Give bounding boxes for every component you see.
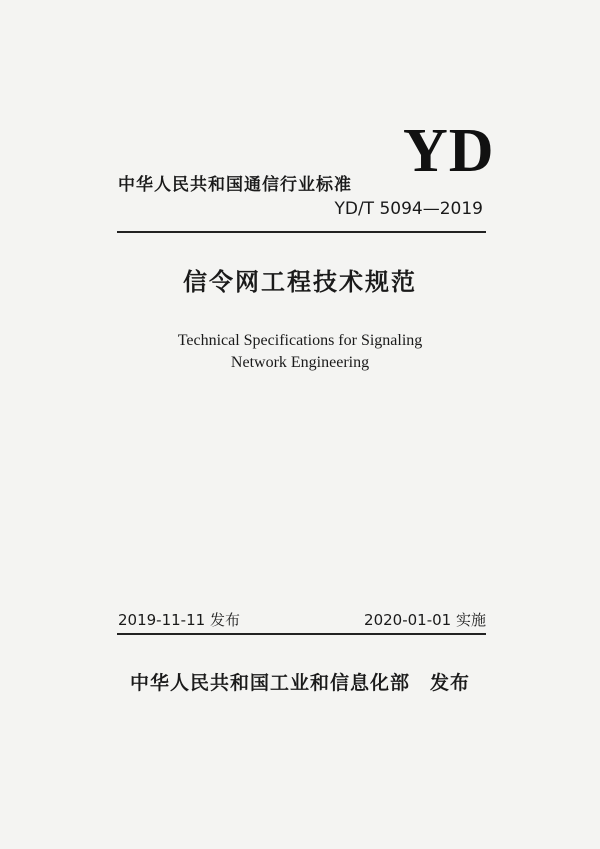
yd-logo: YD (403, 117, 495, 185)
standard-category: 中华人民共和国通信行业标准 (118, 175, 352, 195)
document-title-chinese: 信令网工程技术规范 (183, 268, 417, 296)
header-divider (117, 231, 486, 233)
publisher: 中华人民共和国工业和信息化部 发布 (129, 672, 470, 694)
standard-code: YD/T 5094—2019 (334, 199, 483, 219)
english-title-line-1: Technical Specifications for Signaling (177, 332, 423, 349)
english-title-line-2: Network Engineering (230, 354, 370, 371)
footer-divider (117, 633, 486, 635)
document-title-english (0, 330, 600, 374)
issue-date: 2019-11-11 发布 (118, 611, 240, 629)
implementation-date: 2020-01-01 实施 (364, 611, 486, 629)
